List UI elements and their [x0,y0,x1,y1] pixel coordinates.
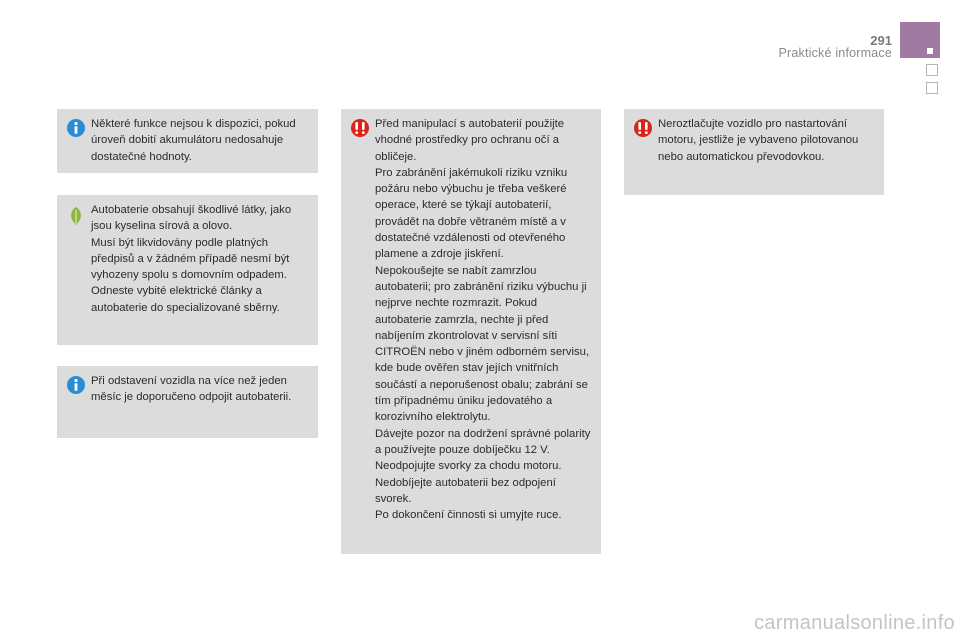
section-title: Praktické informace [778,46,892,60]
section-tab-active[interactable] [900,22,940,58]
tab-marker-icon [927,48,933,54]
warning-panel-start [624,109,884,195]
warning-icon [350,118,370,138]
eco-text-disposal: Autobaterie obsahují škodlivé látky, jako jsou kyselina sírová a olovo. Musí být likvidovány podle platných předpisů a v žádném případě nesmí být vyhozeny spolu s domovním odpadem. Odneste vybité elektrické články a autobaterie do specializované sběrny. [91,204,292,314]
leaf-icon [66,206,86,226]
warning-text-start: Neroztlačujte vozidlo pro nastartování motoru, jestliže je vybaveno pilotovanou nebo automatickou převodovkou. [658,118,859,163]
info-panel-parking [57,366,318,438]
watermark: carmanualsonline.info [754,612,955,634]
warning-icon [633,118,653,138]
eco-panel-disposal [57,195,318,345]
info-panel-functions [57,109,318,173]
section-tab[interactable] [926,82,938,94]
info-text-functions: Některé funkce nejsou k dispozici, pokud úroveň dobití akumulátoru nedosahuje dostatečné hodnoty. [91,118,296,163]
info-icon [66,375,86,395]
info-text-parking: Při odstavení vozidla na více než jeden měsíc je doporučeno odpojit autobaterii. [91,375,292,404]
section-tab[interactable] [926,64,938,76]
warning-text-handling: Před manipulací s autobaterií použijte vhodné prostředky pro ochranu očí a obličeje. Pro zabránění jakémukoli riziku vzniku požáru nebo výbuchu je třeba veškeré operace, které se týkají autobaterií, provádět na dobře větraném místě a v dostatečné vzdálenosti od otevřeného plamene a zdroje jiskření. Nepokoušejte se nabít zamrzlou autobaterii; pro zabránění riziku výbuchu ji nejprve nechte rozmrazit. Pokud autobaterie zamrzla, nechte ji před nabíjením zkontrolovat v servisní síti CITROËN nebo v jiném odborném servisu, kde bude ověřen stav jejích vnitřních součástí a neporušenost obalu; zabrání se tím případnému úniku jedovatého a korozivního elektrolytu. Dávejte pozor na dodržení správné polarity a používejte pouze dobíječku 12 V. Neodpojujte svorky za chodu motoru. Nedobíjejte autobaterii bez odpojení svorek. Po dokončení činnosti si umyjte ruce. [375,118,591,522]
warning-panel-handling [341,109,601,554]
info-icon [66,118,86,138]
page-number: 291 [870,33,892,48]
